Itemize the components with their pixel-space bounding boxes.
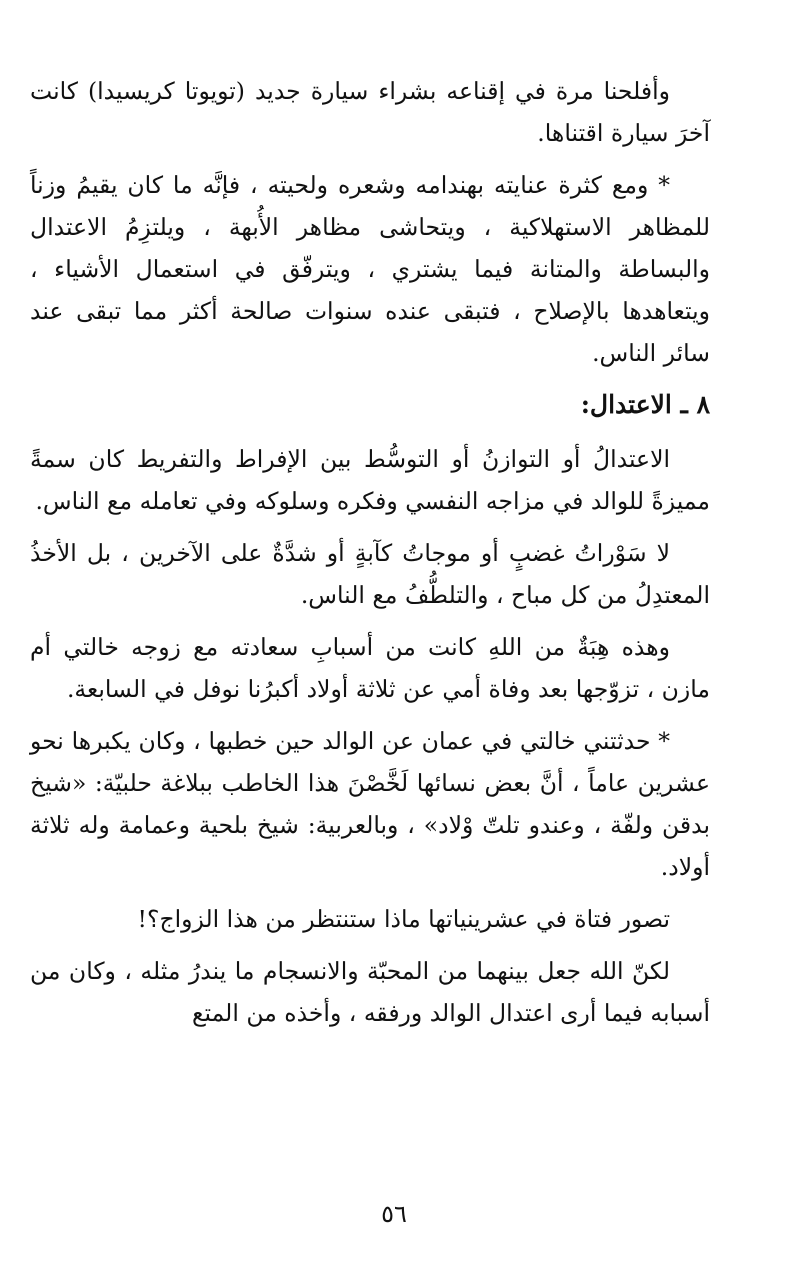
section-heading-moderation: ٨ ـ الاعتدال: bbox=[580, 390, 710, 419]
paragraph-consumption: * ومع كثرة عنايته بهندامه وشعره ولحيته ، فإنَّه ما كان يقيمُ وزناً للمظاهر الاستهلاكية ، ويتحاشى مظاهر الأُبهة ، ويلتزِمُ الاعتدال والبساطة والمتانة فيما يشتري ، ويترفّق في استعمال الأشياء ، ويتعاهدها بالإصلاح ، فتبقى عنده سنوات صالحة أكثر مما تبقى عند سائر الناس. bbox=[30, 171, 710, 367]
paragraph-car: وأفلحنا مرة في إقناعه بشراء سيارة جديد (تويوتا كريسيدا) كانت آخرَ سيارة اقتناها. bbox=[30, 77, 710, 147]
page-number: ٥٦ bbox=[381, 1200, 407, 1228]
paragraph-imagine: تصور فتاة في عشرينياتها ماذا ستنتظر من هذا الزواج؟! bbox=[137, 905, 670, 933]
paragraph-gift-from-god: وهذه هِبَةٌ من اللهِ كانت من أسبابِ سعادته مع زوجه خالتي أم مازن ، تزوّجها بعد وفاة أمي عن ثلاثة أولاد أكبرُنا نوفل في السابعة. bbox=[30, 633, 710, 703]
paragraph-no-anger: لا سَوْراتُ غضبٍ أو موجاتُ كآبةٍ أو شدَّةٌ على الآخرين ، بل الأخذُ المعتدِلُ من كل مباح ، والتلطُّفُ مع الناس. bbox=[30, 539, 710, 609]
paragraph-aunt-story: * حدثتني خالتي في عمان عن الوالد حين خطبها ، وكان يكبرها نحو عشرين عاماً ، أنَّ بعض نسائها لَخَّصْنَ هذا الخاطب ببلاغة حلبيّة: «شيخ بدقن ولفّة ، وعندو تلتّ وْلاد» ، وبالعربية: شيخ بلحية وعمامة وله ثلاثة أولاد. bbox=[30, 727, 710, 881]
paragraph-moderation-definition: الاعتدالُ أو التوازنُ أو التوسُّط بين الإفراط والتفريط كان سمةً مميزةً للوالد في مزاجه النفسي وفكره وسلوكه وفي تعامله مع الناس. bbox=[30, 445, 710, 515]
paragraph-love-harmony: لكنّ الله جعل بينهما من المحبّة والانسجام ما يندرُ مثله ، وكان من أسبابه فيما أرى اعتدال الوالد ورفقه ، وأخذه من المتع bbox=[30, 957, 710, 1027]
page-body bbox=[30, 70, 710, 1044]
